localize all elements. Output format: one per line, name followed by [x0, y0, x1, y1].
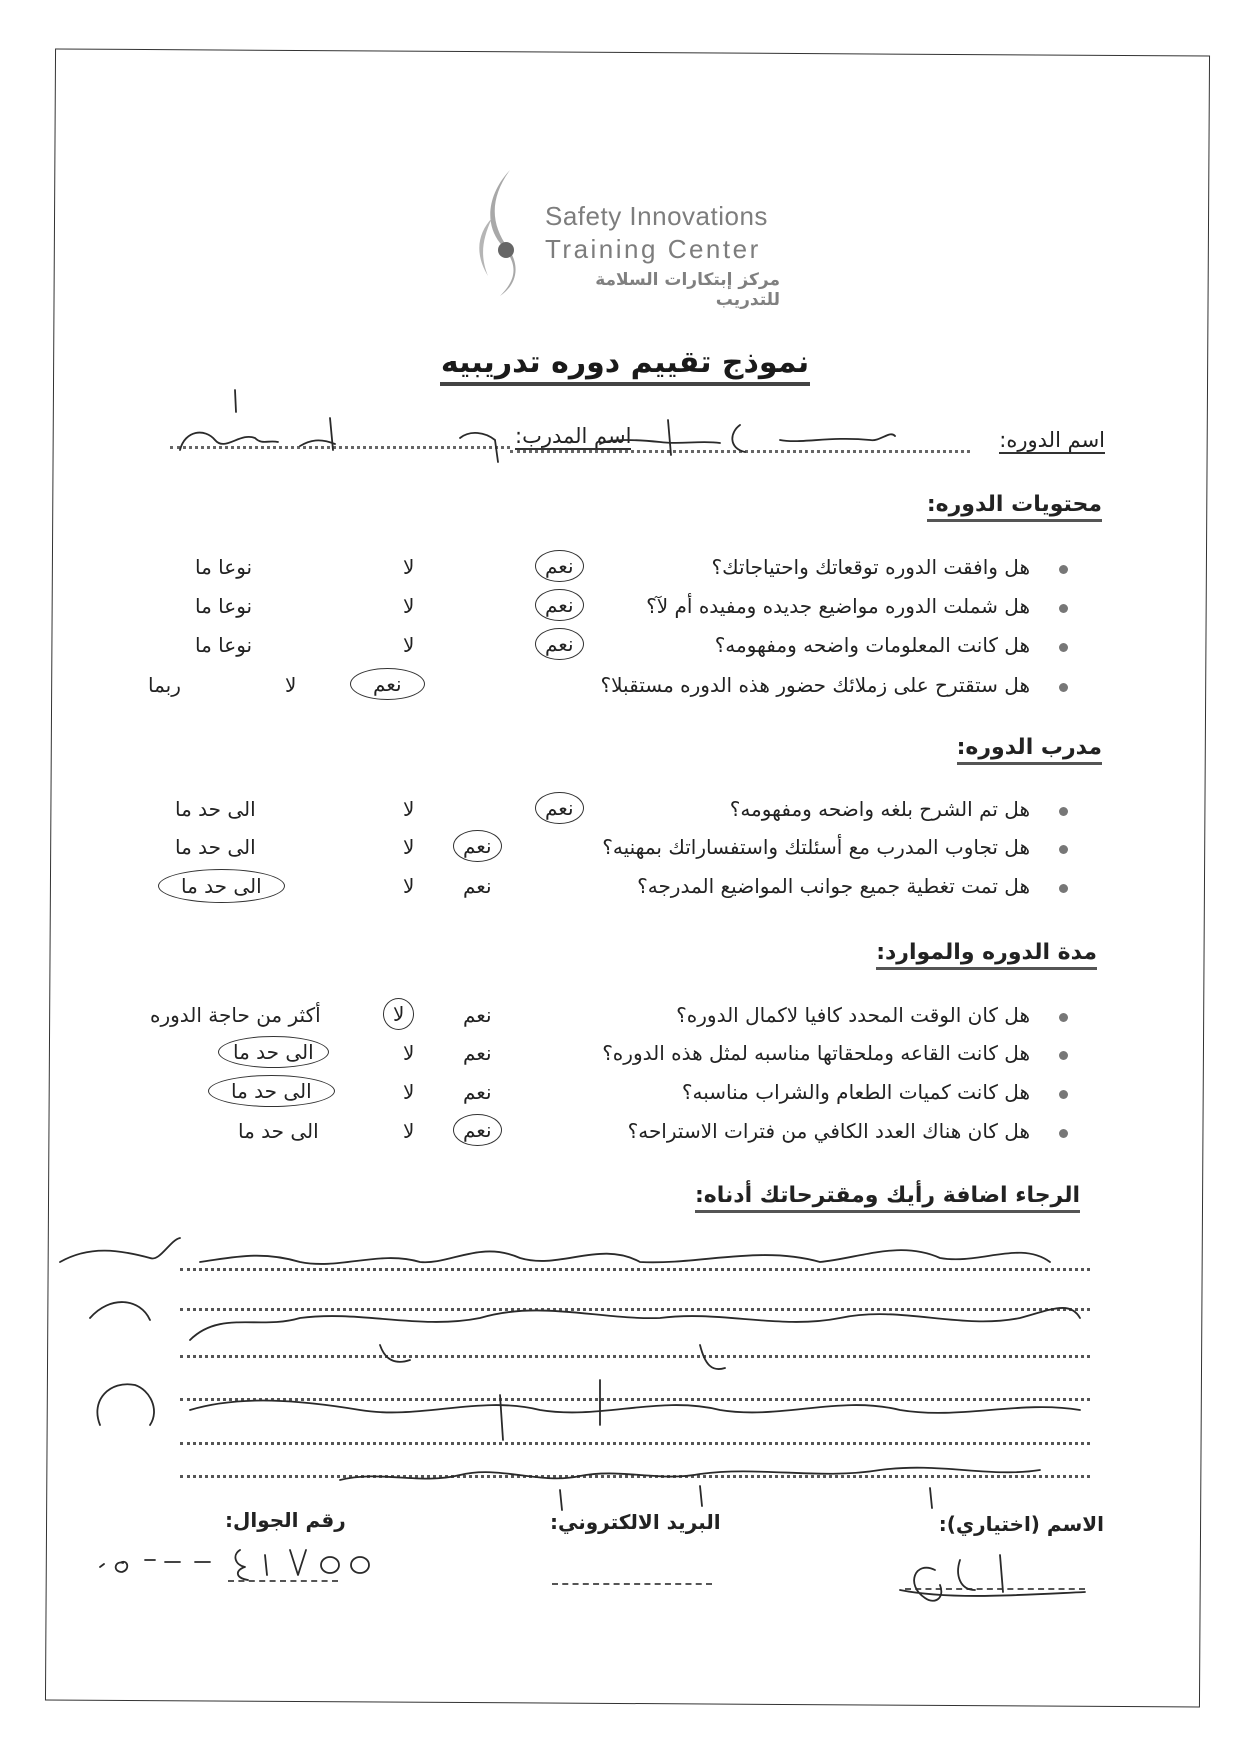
name-label: الاسم (اختياري): [938, 1512, 1104, 1536]
option-no[interactable]: لا [403, 633, 415, 657]
question-text: هل تم الشرح بلغه واضحه ومفهومه؟ [729, 797, 1030, 821]
bullet-icon [1059, 1051, 1068, 1060]
section-heading-trainer: مدرب الدوره: [957, 735, 1102, 765]
bullet-icon [1059, 643, 1068, 652]
option-no[interactable]: لا [403, 1119, 415, 1143]
question-row [120, 1003, 1060, 1039]
option-yes[interactable]: نعم [535, 550, 584, 582]
bullet-icon [1059, 1090, 1068, 1099]
bullet-icon [1059, 807, 1068, 816]
bullet-icon [1059, 565, 1068, 574]
option-yes[interactable]: نعم [453, 830, 502, 862]
logo-line1: Safety Innovations [545, 201, 768, 231]
mobile-field[interactable] [228, 1580, 338, 1582]
option-no[interactable]: لا [403, 874, 415, 898]
section-heading-duration-resources: مدة الدوره والموارد: [876, 940, 1097, 970]
bullet-icon [1059, 1013, 1068, 1022]
option-somewhat[interactable]: نوعا ما [195, 633, 253, 657]
trainer-name-label: اسم المدرب: [515, 424, 632, 448]
option-somewhat[interactable]: الى حد ما [218, 1036, 329, 1068]
option-no[interactable]: لا [403, 594, 415, 618]
question-text: هل وافقت الدوره توقعاتك واحتياجاتك؟ [711, 555, 1030, 579]
question-row [120, 555, 1060, 591]
question-row [120, 1080, 1060, 1116]
question-row [120, 1041, 1060, 1077]
question-text: هل كانت المعلومات واضحه ومفهومه؟ [714, 633, 1030, 657]
logo-text-en [545, 200, 768, 266]
option-no[interactable]: لا [403, 835, 415, 859]
comment-line[interactable] [180, 1308, 1090, 1311]
logo-flame-icon [470, 168, 540, 298]
course-name-field[interactable] [510, 450, 970, 453]
option-no[interactable]: لا [403, 1041, 415, 1065]
option-yes[interactable]: نعم [535, 628, 584, 660]
question-text: هل تجاوب المدرب مع أسئلتك واستفساراتك بمهنيه؟ [602, 835, 1030, 859]
option-yes[interactable]: نعم [463, 1041, 492, 1065]
question-text: هل تمت تغطية جميع جوانب المواضيع المدرجه؟ [637, 874, 1030, 898]
option-no[interactable]: لا [403, 1080, 415, 1104]
option-no[interactable]: لا [403, 797, 415, 821]
option-no[interactable]: لا [403, 555, 415, 579]
option-somewhat[interactable]: الى حد ما [158, 869, 285, 903]
option-yes[interactable]: نعم [535, 792, 584, 824]
bullet-icon [1059, 604, 1068, 613]
trainer-name-field[interactable] [170, 446, 510, 449]
name-field[interactable] [905, 1588, 1085, 1590]
bullet-icon [1059, 1129, 1068, 1138]
mobile-label: رقم الجوال: [225, 1508, 346, 1532]
bullet-icon [1059, 845, 1068, 854]
option-no[interactable]: لا [383, 998, 414, 1030]
page-title: نموذج تقييم دوره تدريبيه [440, 345, 810, 386]
question-row [120, 633, 1060, 669]
option-yes[interactable]: نعم [350, 668, 425, 700]
option-yes[interactable]: نعم [463, 1080, 492, 1104]
question-text: هل كان هناك العدد الكافي من فترات الاستراحه؟ [627, 1119, 1030, 1143]
comment-line[interactable] [180, 1268, 1090, 1271]
email-field[interactable] [552, 1583, 712, 1585]
option-maybe[interactable]: ربما [148, 673, 181, 697]
question-row [120, 673, 1060, 709]
comment-line[interactable] [180, 1475, 1090, 1478]
logo-line2: Training Center [545, 234, 761, 264]
question-row [120, 797, 1060, 833]
bullet-icon [1059, 683, 1068, 692]
question-text: هل كان الوقت المحدد كافيا لاكمال الدوره؟ [676, 1003, 1030, 1027]
option-somewhat[interactable]: نوعا ما [195, 555, 253, 579]
option-yes[interactable]: نعم [453, 1114, 502, 1146]
course-name-label: اسم الدوره: [999, 428, 1105, 452]
comments-heading: الرجاء اضافة رأيك ومقترحاتك أدناه: [695, 1183, 1080, 1213]
comment-line[interactable] [180, 1442, 1090, 1445]
logo-text-ar: مركز إبتكارات السلامة للتدريب [595, 270, 780, 310]
question-text: هل ستقترح على زملائك حضور هذه الدوره مستقبلا؟ [600, 673, 1030, 697]
option-yes[interactable]: نعم [535, 589, 584, 621]
option-no[interactable]: لا [285, 673, 297, 697]
question-row [120, 835, 1060, 871]
question-row [120, 1119, 1060, 1155]
option-somewhat[interactable]: الى حد ما [175, 797, 256, 821]
comment-line[interactable] [180, 1355, 1090, 1358]
question-text: هل كانت كميات الطعام والشراب مناسبه؟ [681, 1080, 1030, 1104]
option-yes[interactable]: نعم [463, 1003, 492, 1027]
option-somewhat[interactable]: الى حد ما [238, 1119, 319, 1143]
option-somewhat[interactable]: نوعا ما [195, 594, 253, 618]
comment-line[interactable] [180, 1398, 1090, 1401]
course-info-line [170, 420, 1105, 460]
option-somewhat[interactable]: الى حد ما [208, 1075, 335, 1107]
section-heading-contents: محتويات الدوره: [927, 492, 1102, 522]
email-label: البريد الالكتروني: [550, 1510, 721, 1534]
option-somewhat[interactable]: الى حد ما [175, 835, 256, 859]
option-more-than-needed[interactable]: أكثر من حاجة الدوره [150, 1003, 321, 1027]
option-yes[interactable]: نعم [463, 874, 492, 898]
question-text: هل شملت الدوره مواضيع جديده ومفيده أم لآ؟ [646, 594, 1030, 618]
question-text: هل كانت القاعه وملحقاتها مناسبه لمثل هذه الدوره؟ [602, 1041, 1030, 1065]
bullet-icon [1059, 884, 1068, 893]
question-row [120, 874, 1060, 910]
question-row [120, 594, 1060, 630]
